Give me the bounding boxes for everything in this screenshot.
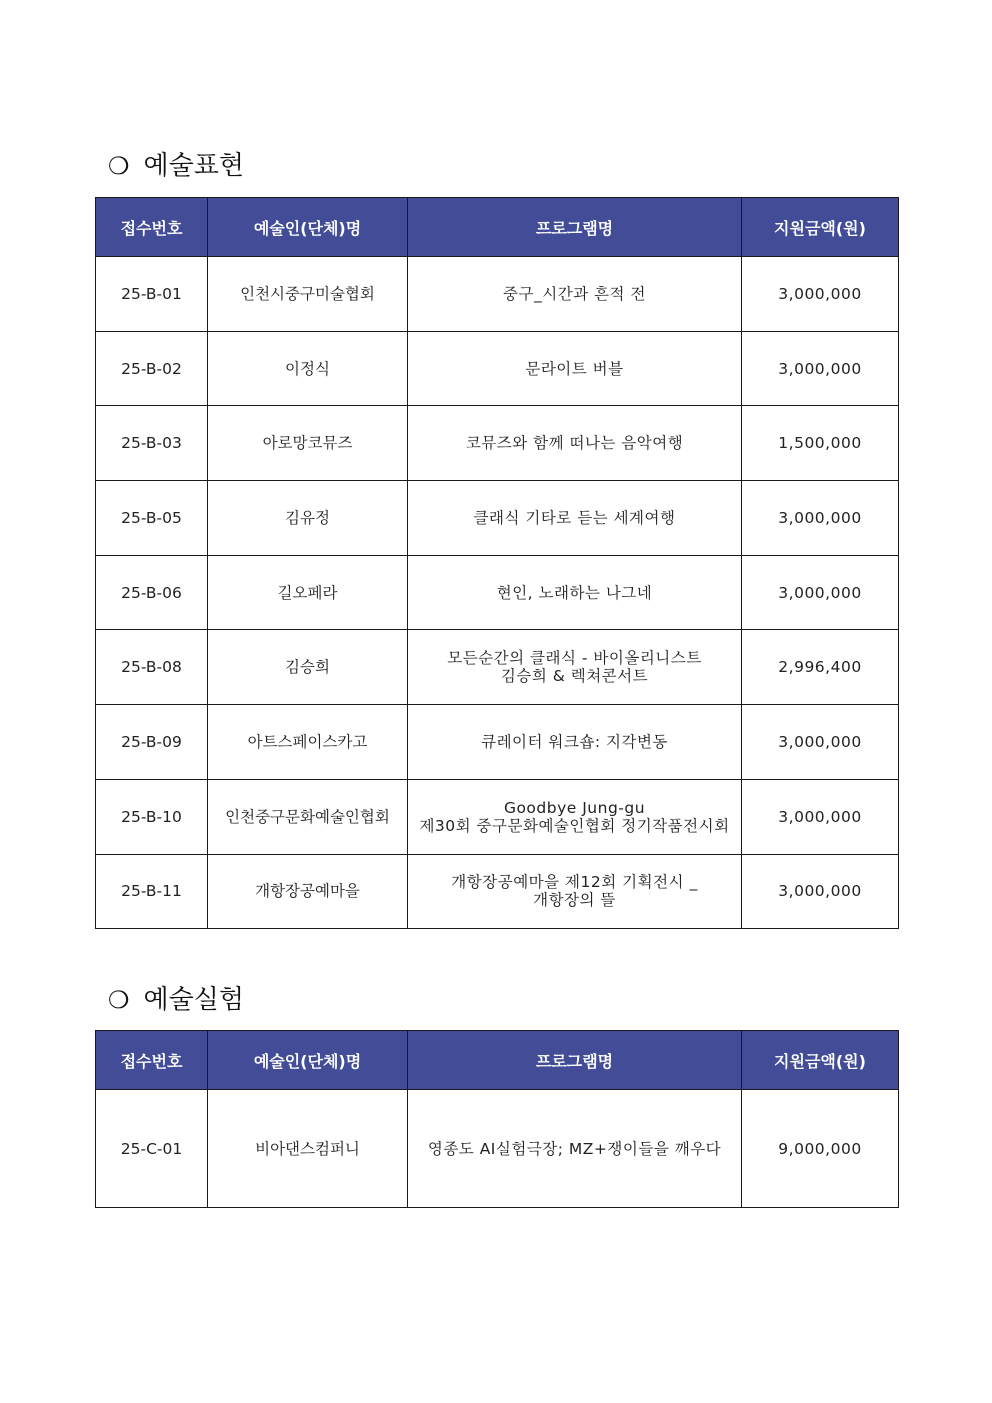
header-artist-name: 예술인(단체)명 xyxy=(208,1031,408,1090)
support-amount-cell: 3,000,000 xyxy=(742,555,899,630)
program-name-line: 영종도 AI실험극장; MZ+쟁이들을 깨우다 xyxy=(427,1139,722,1158)
table-row xyxy=(96,257,899,332)
header-support-amount: 지원금액(원) xyxy=(742,198,899,257)
program-name-cell xyxy=(408,630,742,705)
header-receipt-no: 접수번호 xyxy=(96,198,208,257)
circle-bullet-icon: ❍ xyxy=(108,152,130,180)
table-row xyxy=(96,1090,899,1208)
artist-name-cell: 김승희 xyxy=(208,630,408,705)
artist-name-cell: 인천시중구미술협회 xyxy=(208,257,408,332)
program-name-line: 모든순간의 클래식 - 바이올리니스트 xyxy=(447,649,702,668)
section-title-text: 예술표현 xyxy=(143,151,244,181)
section-title-text: 예술실험 xyxy=(143,985,244,1015)
table-body xyxy=(96,1090,899,1208)
support-amount-cell: 3,000,000 xyxy=(742,257,899,332)
header-artist-name: 예술인(단체)명 xyxy=(208,198,408,257)
support-amount-cell: 1,500,000 xyxy=(742,406,899,481)
table-header-row xyxy=(96,198,899,257)
artist-name-cell: 길오페라 xyxy=(208,555,408,630)
table-row xyxy=(96,555,899,630)
program-name-line: 개항장공예마을 제12회 기획전시 _ xyxy=(451,873,698,892)
program-name-cell xyxy=(408,555,742,630)
header-receipt-no: 접수번호 xyxy=(96,1031,208,1090)
header-support-amount: 지원금액(원) xyxy=(742,1031,899,1090)
table-row xyxy=(96,331,899,406)
program-name-cell xyxy=(408,779,742,854)
artist-name-cell: 개항장공예마을 xyxy=(208,854,408,929)
support-amount-cell: 2,996,400 xyxy=(742,630,899,705)
receipt-no-cell: 25-B-09 xyxy=(96,705,208,780)
table-row xyxy=(96,630,899,705)
section-title-art-experiment xyxy=(108,984,244,1016)
header-program-name: 프로그램명 xyxy=(408,198,742,257)
receipt-no-cell: 25-B-11 xyxy=(96,854,208,929)
support-amount-cell: 3,000,000 xyxy=(742,779,899,854)
art-expression-table xyxy=(95,197,899,929)
section-title-art-expression xyxy=(108,150,244,182)
program-name-cell xyxy=(408,705,742,780)
table-row xyxy=(96,854,899,929)
support-amount-cell: 3,000,000 xyxy=(742,481,899,556)
table-row xyxy=(96,705,899,780)
support-amount-cell: 9,000,000 xyxy=(742,1090,899,1208)
program-name-cell xyxy=(408,854,742,929)
program-name-line: 현인, 노래하는 나그네 xyxy=(496,583,653,602)
receipt-no-cell: 25-B-05 xyxy=(96,481,208,556)
receipt-no-cell: 25-B-08 xyxy=(96,630,208,705)
program-name-line: Goodbye Jung-gu xyxy=(503,798,646,817)
artist-name-cell: 비아댄스컴퍼니 xyxy=(208,1090,408,1208)
program-name-line: 개항장의 뜰 xyxy=(533,891,616,910)
receipt-no-cell: 25-B-06 xyxy=(96,555,208,630)
program-name-cell xyxy=(408,481,742,556)
program-name-cell xyxy=(408,1090,742,1208)
program-name-line: 코뮤즈와 함께 떠나는 음악여행 xyxy=(465,434,684,453)
receipt-no-cell: 25-B-02 xyxy=(96,331,208,406)
receipt-no-cell: 25-C-01 xyxy=(96,1090,208,1208)
receipt-no-cell: 25-B-01 xyxy=(96,257,208,332)
table-row xyxy=(96,406,899,481)
support-amount-cell: 3,000,000 xyxy=(742,705,899,780)
program-name-line: 클래식 기타로 듣는 세계여행 xyxy=(473,508,676,527)
receipt-no-cell: 25-B-10 xyxy=(96,779,208,854)
program-name-line: 김승희 & 렉쳐콘서트 xyxy=(500,667,649,686)
artist-name-cell: 김유정 xyxy=(208,481,408,556)
program-name-cell xyxy=(408,331,742,406)
table-header-row xyxy=(96,1031,899,1090)
table-body xyxy=(96,257,899,929)
artist-name-cell: 아로망코뮤즈 xyxy=(208,406,408,481)
program-name-line: 큐레이터 워크숍: 지각변동 xyxy=(481,732,668,751)
support-amount-cell: 3,000,000 xyxy=(742,331,899,406)
program-name-cell xyxy=(408,257,742,332)
table-row xyxy=(96,779,899,854)
table-row xyxy=(96,481,899,556)
program-name-line: 중구_시간과 흔적 전 xyxy=(503,284,646,303)
art-experiment-table xyxy=(95,1030,899,1208)
program-name-line: 제30회 중구문화예술인협회 정기작품전시회 xyxy=(419,816,730,835)
artist-name-cell: 인천중구문화예술인협회 xyxy=(208,779,408,854)
program-name-line: 문라이트 버블 xyxy=(525,359,624,378)
receipt-no-cell: 25-B-03 xyxy=(96,406,208,481)
circle-bullet-icon: ❍ xyxy=(108,986,130,1014)
program-name-cell xyxy=(408,406,742,481)
artist-name-cell: 아트스페이스카고 xyxy=(208,705,408,780)
support-amount-cell: 3,000,000 xyxy=(742,854,899,929)
artist-name-cell: 이정식 xyxy=(208,331,408,406)
header-program-name: 프로그램명 xyxy=(408,1031,742,1090)
